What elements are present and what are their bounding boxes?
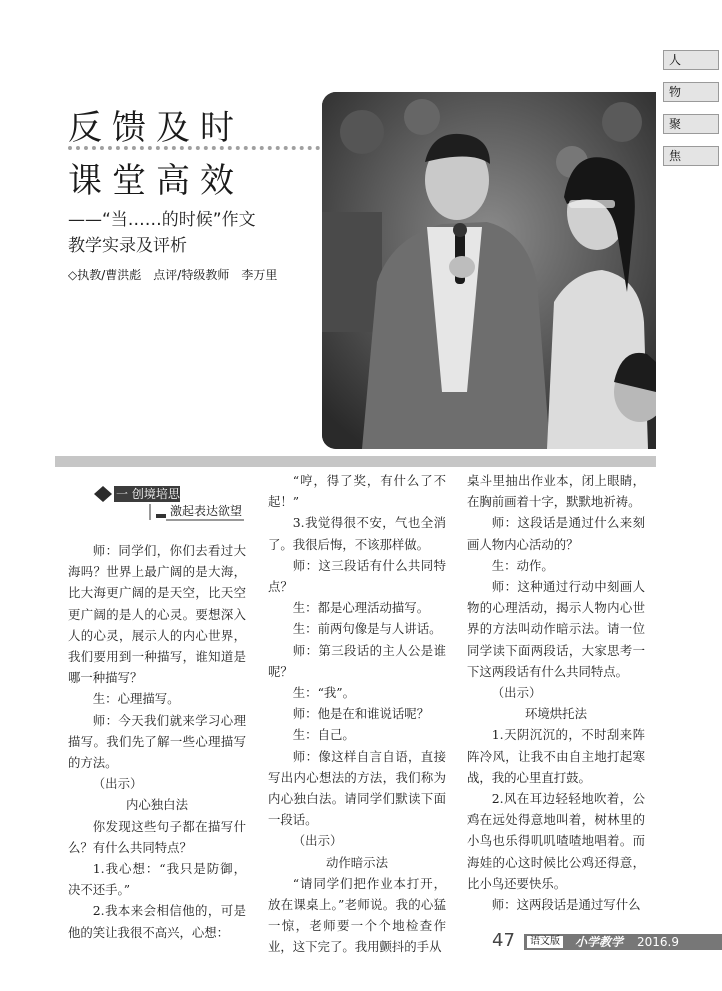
- paragraph: 师：这种通过行动中刻画人物的心理活动，揭示人物内心世界的方法叫动作暗示法。请一位同学读下面两段话，大家思考一下这两段话有什么共同特点。: [467, 579, 645, 679]
- paragraph: （出示）: [292, 833, 343, 849]
- text-column-1: [68, 540, 246, 943]
- footer-magazine-name: 小学教学: [575, 935, 624, 949]
- paragraph: 2.风在耳边轻轻地吹着，公鸡在远处得意地叫着，树林里的小鸟也乐得叽叽喳喳地唱着。而海娃的心这时候比公鸡还得意，比小鸟还要快乐。: [467, 791, 645, 891]
- paragraph: 生：“我”。: [292, 685, 356, 701]
- footer-edition: 语文版: [527, 936, 563, 948]
- paragraph: 师：这三段话有什么共同特点？: [268, 557, 446, 595]
- article-title-line1: 反馈及时: [68, 108, 244, 148]
- article-subtitle-line1: ——“当……的时候”作文: [68, 210, 256, 230]
- side-tab-1: 人: [663, 50, 719, 70]
- paragraph: 师：这段话是通过什么来刻画人物内心活动的？: [467, 515, 645, 552]
- side-tab-4: 焦: [663, 146, 719, 166]
- method-heading: 环境烘托法: [525, 706, 587, 722]
- reviewer-name: 李万里: [241, 268, 278, 282]
- method-heading: 动作暗示法: [326, 854, 388, 870]
- section-divider-bar: [55, 456, 656, 467]
- section-heading: [94, 484, 244, 524]
- section-title: 一 创境培思，: [116, 487, 192, 501]
- article-photo: [322, 92, 656, 449]
- paragraph: 你发现这些句子都在描写什么？有什么共同特点？: [68, 818, 246, 855]
- photo-illustration: [322, 92, 656, 449]
- page-number: 47: [492, 930, 515, 951]
- paragraph: 师：他是在和谁说话呢？: [292, 706, 430, 722]
- paragraph: “请同学们把作业本打开，放在课桌上。”老师说。我的心猛一惊，老师要一个个地检查作业，这下完了。我用颤抖的手从: [268, 875, 446, 955]
- paragraph: 师：同学们，你们去看过大海吗？世界上最广阔的是大海，比大海更广阔的是天空，比天空更广阔的是人的心灵。要想深入人的心灵，展示人的内心世界，我们要用到一种描写，谁知道是哪一种描写？: [68, 543, 246, 686]
- text-column-2: [268, 470, 446, 958]
- paragraph: （出示）: [92, 776, 143, 792]
- footer-issue-date: 2016.9: [637, 935, 679, 949]
- paragraph: 师：这两段话是通过写什么: [491, 897, 641, 913]
- article-title-line2: 课堂高效: [68, 161, 244, 201]
- side-tab-2: 物: [663, 82, 719, 102]
- paragraph: 生：心理描写。: [92, 691, 180, 707]
- paragraph: （出示）: [491, 685, 542, 701]
- paragraph: 生：都是心理活动描写。: [292, 600, 430, 616]
- paragraph: 生：自己。: [292, 727, 355, 743]
- article-credits: [68, 266, 277, 283]
- paragraph: 生：动作。: [491, 557, 554, 573]
- article-subtitle-line2: 教学实录及评析: [68, 236, 187, 256]
- paragraph: 师：第三段话的主人公是谁呢？: [268, 642, 446, 679]
- paragraph: 生：前两句像是与人讲话。: [292, 621, 442, 637]
- paragraph: 1.我心想：“我只是防御，决不还手。”: [68, 861, 246, 898]
- reviewer-credit: 点评/特级教师: [153, 268, 230, 282]
- method-heading: 内心独白法: [126, 797, 188, 813]
- author-credit: ◇执教/曹洪彪: [68, 268, 142, 282]
- paragraph: 3.我觉得很不安，气也全消了。我很后悔，不该那样做。: [268, 515, 446, 552]
- side-tab-3: 聚: [663, 114, 719, 134]
- paragraph: 2.我本来会相信他的，可是他的笑让我很不高兴，心想：: [68, 903, 246, 940]
- paragraph: “哼，得了奖，有什么了不起！”: [268, 473, 446, 510]
- paragraph: 桌斗里抽出作业本，闭上眼睛，在胸前画着十字，默默地祈祷。: [467, 473, 645, 510]
- text-column-3: [467, 470, 645, 915]
- paragraph: 师：今天我们就来学习心理描写。我们先了解一些心理描写的方法。: [68, 712, 246, 771]
- paragraph: 师：像这样自言自语，直接写出内心想法的方法，我们称为内心独白法。请同学们默读下面一段话。: [268, 748, 446, 828]
- section-subtitle: 激起表达欲望: [170, 504, 243, 518]
- title-dotted-divider: [68, 146, 320, 150]
- paragraph: 1.天阴沉沉的，不时刮来阵阵冷风，让我不由自主地打起寒战，我的心里直打鼓。: [467, 727, 645, 785]
